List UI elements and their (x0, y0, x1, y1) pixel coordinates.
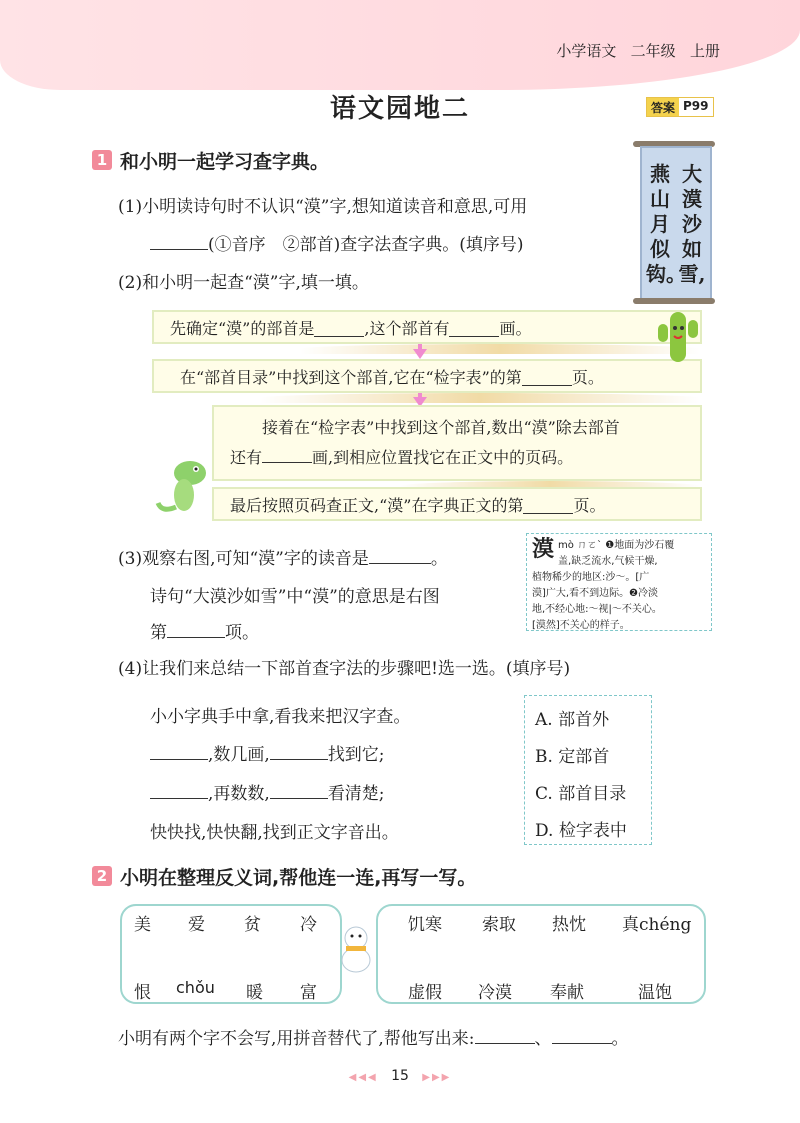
q1-part4-title: (4)让我们来总结一下部首查字法的步骤吧!选一选。(填序号) (118, 659, 571, 679)
word-card[interactable]: 贫 (244, 915, 261, 935)
question-number-2: 2 (92, 866, 112, 886)
page-title: 语文园地二 (329, 94, 470, 124)
header-grade: 二年级 (630, 42, 676, 60)
answer-blank[interactable] (552, 1025, 612, 1044)
answer-blank[interactable] (369, 545, 431, 564)
dictionary-headword: 漠 (532, 537, 555, 562)
header-info (556, 40, 720, 61)
footer-right-arrows-icon: ▶▶▶ (422, 1072, 452, 1083)
step-1-box: 先确定“漠”的部首是 ,这个部首有 画。 (152, 310, 702, 344)
scroll-bottom-rod (633, 298, 715, 304)
word-card[interactable]: 温饱 (638, 983, 672, 1003)
word-card[interactable]: 美 (134, 915, 151, 935)
word-card[interactable]: 爱 (188, 915, 205, 935)
footer-left-arrows-icon: ◀◀◀ (348, 1072, 378, 1083)
word-card[interactable]: 虚假 (408, 983, 442, 1003)
answer-blank[interactable] (270, 780, 328, 799)
answer-blank[interactable] (270, 741, 328, 760)
word-card[interactable]: 饥寒 (408, 915, 442, 935)
dictionary-line-4: 漠]广大,看不到边际。❷冷淡 (532, 588, 659, 599)
antonym-box-left (120, 904, 342, 1004)
answer-blank[interactable] (522, 367, 572, 386)
dictionary-line-6: [漠然]不关心的样子。 (532, 620, 630, 631)
step-2-box: 在“部首目录”中找到这个部首,它在“检字表”的第 页。 (152, 359, 702, 393)
rhyme-line-3: ,再数数, 看清楚; (150, 779, 385, 804)
answer-blank[interactable] (475, 1025, 535, 1044)
word-card[interactable]: 真chéng (622, 915, 692, 935)
antonym-box-right (376, 904, 706, 1004)
q1-part3-line2: 诗句“大漠沙如雪”中“漠”的意思是右图 (150, 587, 440, 607)
option-c[interactable]: C. 部首目录 (535, 784, 627, 804)
question-1-title: 和小明一起学习查字典。 (120, 151, 330, 173)
answer-blank[interactable] (314, 318, 364, 337)
q1-part3-line3: 第 项。 (150, 618, 259, 643)
cactus-illustration (654, 306, 702, 364)
step-3-line1: 接着在“检字表”中找到这个部首,数出“漠”除去部首 (262, 418, 620, 437)
dictionary-line-1: mò ㄇㄛˋ ❶地面为沙石覆 (558, 540, 675, 551)
option-d[interactable]: D. 检字表中 (535, 821, 627, 841)
answer-tag[interactable] (646, 97, 714, 117)
word-card[interactable]: 奉献 (550, 983, 584, 1003)
decor-hill (300, 344, 700, 354)
question-number-1: 1 (92, 150, 112, 170)
word-card[interactable]: 冷 (300, 915, 317, 935)
snowman-illustration (336, 922, 376, 974)
header-subject: 小学语文 (556, 42, 617, 60)
lizard-illustration (154, 455, 214, 517)
word-card[interactable]: 热忱 (552, 915, 586, 935)
q1-part2-title: (2)和小明一起查“漠”字,填一填。 (118, 273, 369, 293)
dictionary-line-2: 盖,缺乏流水,气候干燥, (558, 556, 658, 567)
answer-blank[interactable] (150, 780, 208, 799)
poem-scroll (640, 146, 712, 302)
option-b[interactable]: B. 定部首 (535, 747, 610, 767)
dictionary-line-5: 地,不经心地:～视|～不关心。 (532, 604, 662, 615)
word-card[interactable]: chǒu (176, 978, 215, 997)
decor-hill (260, 393, 700, 403)
step-4-box: 最后按照页码查正文,“漠”在字典正文的第 页。 (212, 487, 702, 521)
answer-blank[interactable] (523, 495, 573, 514)
word-card[interactable]: 冷漠 (478, 983, 512, 1003)
answer-label: 答案 (647, 98, 679, 116)
word-card[interactable]: 富 (300, 983, 317, 1003)
word-card[interactable]: 索取 (482, 915, 516, 935)
poem-line-2: 燕山月似钩。 (646, 162, 686, 286)
option-a[interactable]: A. 部首外 (535, 710, 610, 730)
answer-blank[interactable] (262, 444, 312, 463)
q2-sentence: 小明有两个字不会写,用拼音替代了,帮他写出来: 、 。 (118, 1024, 629, 1049)
step-3-box (212, 405, 702, 481)
q1-part3-line1: (3)观察右图,可知“漠”字的读音是 。 (118, 544, 448, 569)
rhyme-line-1: 小小字典手中拿,看我来把汉字查。 (150, 707, 411, 727)
step-3-line2: 还有 画,到相应位置找它在正文中的页码。 (230, 443, 573, 473)
flow-arrow-icon (413, 349, 427, 359)
word-card[interactable]: 暖 (246, 983, 263, 1003)
rhyme-line-4: 快快找,快快翻,找到正文字音出。 (150, 823, 399, 843)
header-volume: 上册 (689, 42, 720, 60)
word-card[interactable]: 恨 (134, 983, 151, 1003)
rhyme-line-2: ,数几画, 找到它; (150, 740, 385, 765)
dictionary-entry (526, 533, 712, 631)
dictionary-line-3: 植物稀少的地区:沙～。[广 (532, 572, 650, 583)
answer-blank[interactable] (167, 619, 225, 638)
answer-blank[interactable] (150, 741, 208, 760)
page-footer (0, 1068, 800, 1084)
page-number: 15 (391, 1068, 409, 1084)
answer-page: P99 (679, 98, 713, 116)
poem-line-1: 大漠沙如雪, (678, 162, 706, 286)
q1-part1-line2: (①音序 ②部首)查字法查字典。(填序号) (150, 230, 524, 255)
answer-blank[interactable] (449, 318, 499, 337)
option-list (524, 695, 652, 845)
question-2-title: 小明在整理反义词,帮他连一连,再写一写。 (120, 867, 477, 889)
answer-blank[interactable] (150, 231, 208, 250)
q1-part1-line1: (1)小明读诗句时不认识“漠”字,想知道读音和意思,可用 (118, 197, 528, 217)
